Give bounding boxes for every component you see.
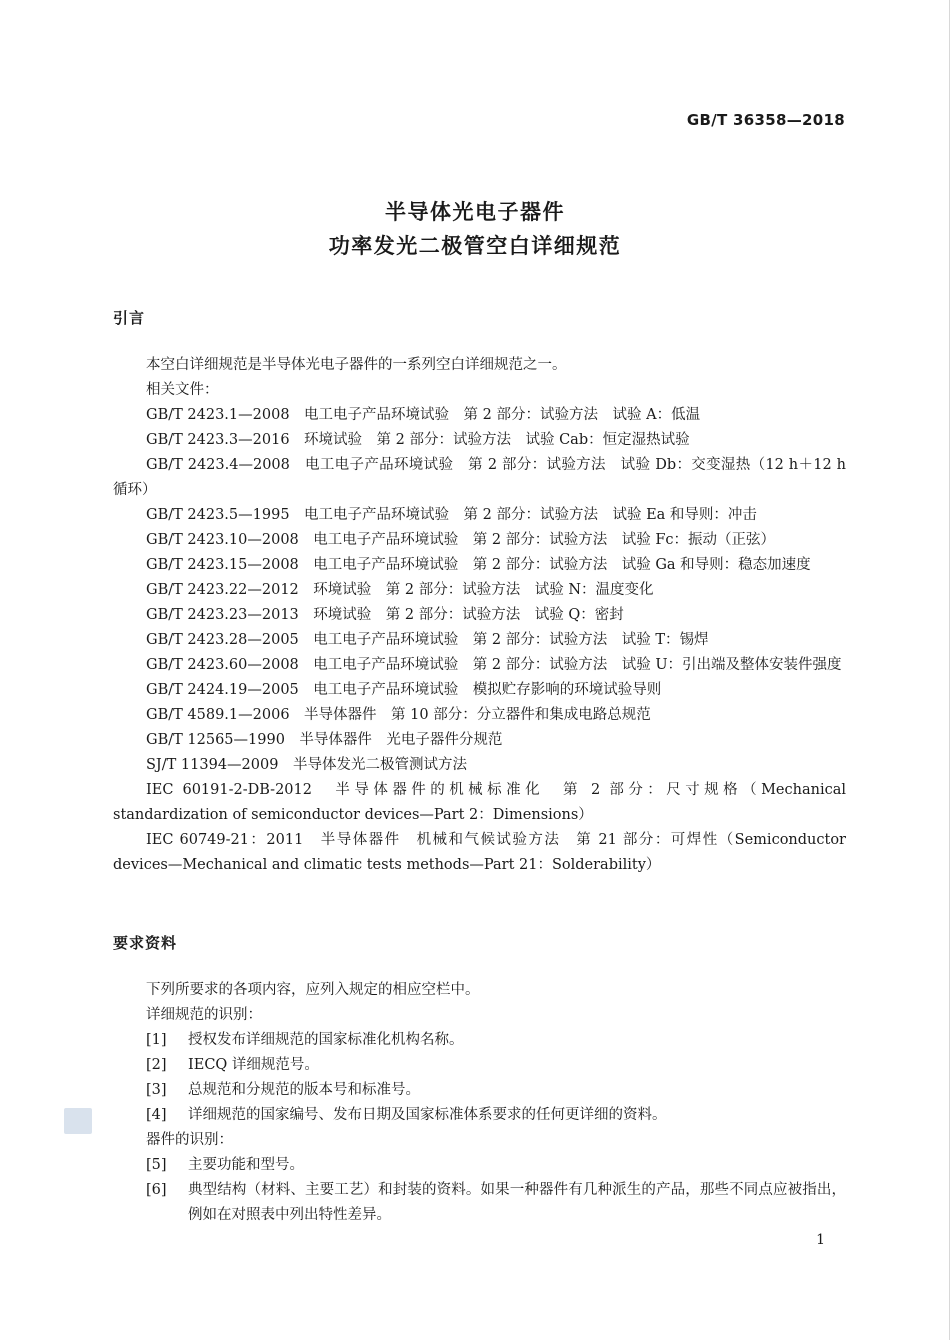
- spec-identification-label: 详细规范的识别：: [146, 1007, 262, 1023]
- reference-doc: GB/T 2423.10—2008 电工电子产品环境试验 第 2 部分：试验方法 试验 Fc：振动（正弦）: [146, 532, 775, 548]
- list-item: [113, 1078, 846, 1103]
- reference-doc: GB/T 2423.4—2008 电工电子产品环境试验 第 2 部分：试验方法 试验 Db：交变湿热（12 h＋12 h 循环）: [113, 457, 846, 498]
- reference-doc: IEC 60191-2-DB-2012 半导体器件的机械标准化 第 2 部分：尺寸规格（Mechanical standardization of semiconductor devices—Part 2：Dimensions）: [113, 782, 846, 823]
- scan-side-mark: [64, 1108, 92, 1134]
- reference-doc: GB/T 2423.22—2012 环境试验 第 2 部分：试验方法 试验 N：温度变化: [146, 582, 654, 598]
- reference-doc: IEC 60749-21：2011 半导体器件 机械和气候试验方法 第 21 部分：可焊性（Semiconductor devices—Mechanical and climatic tests methods—Part 21：Solderability）: [113, 832, 846, 873]
- item-number: [1]: [146, 1032, 167, 1048]
- item-number: [4]: [146, 1107, 167, 1123]
- item-number: [2]: [146, 1057, 167, 1073]
- introduction-heading: 引言: [113, 309, 146, 327]
- item-text: 授权发布详细规范的国家标准化机构名称。: [188, 1032, 464, 1048]
- related-docs-label: 相关文件：: [146, 382, 219, 398]
- item-number: [6]: [146, 1182, 167, 1198]
- item-text: 详细规范的国家编号、发布日期及国家标准体系要求的任何更详细的资料。: [188, 1107, 667, 1123]
- list-item: [113, 1028, 846, 1053]
- list-item: [113, 1153, 846, 1178]
- document-title-line2: 功率发光二极管空白详细规范: [328, 234, 622, 258]
- reference-doc: GB/T 4589.1—2006 半导体器件 第 10 部分：分立器件和集成电路总规范: [146, 707, 651, 723]
- introduction-body: [113, 353, 846, 878]
- item-number: [3]: [146, 1082, 167, 1098]
- reference-doc: GB/T 2423.1—2008 电工电子产品环境试验 第 2 部分：试验方法 试验 A：低温: [146, 407, 701, 423]
- requirements-body: [113, 978, 846, 1228]
- item-number: [5]: [146, 1157, 167, 1173]
- reference-doc: GB/T 2423.23—2013 环境试验 第 2 部分：试验方法 试验 Q：密封: [146, 607, 624, 623]
- standard-code: GB/T 36358—2018: [686, 111, 845, 129]
- reference-doc: SJ/T 11394—2009 半导体发光二极管测试方法: [146, 757, 467, 773]
- item-text: 典型结构（材料、主要工艺）和封装的资料。如果一种器件有几种派生的产品，那些不同点应被指出，例如在对照表中列出特性差异。: [188, 1182, 846, 1223]
- device-identification-label: 器件的识别：: [146, 1132, 233, 1148]
- reference-doc: GB/T 12565—1990 半导体器件 光电子器件分规范: [146, 732, 503, 748]
- requirements-intro: 下列所要求的各项内容，应列入规定的相应空栏中。: [146, 982, 480, 998]
- item-text: IECQ 详细规范号。: [188, 1057, 319, 1073]
- page-number: 1: [816, 1232, 825, 1248]
- reference-doc: GB/T 2424.19—2005 电工电子产品环境试验 模拟贮存影响的环境试验导则: [146, 682, 662, 698]
- item-text: 总规范和分规范的版本号和标准号。: [188, 1082, 420, 1098]
- requirements-heading: 要求资料: [113, 934, 178, 952]
- reference-doc: GB/T 2423.28—2005 电工电子产品环境试验 第 2 部分：试验方法 试验 T：锡焊: [146, 632, 709, 648]
- list-item: [113, 1053, 846, 1078]
- reference-doc: GB/T 2423.15—2008 电工电子产品环境试验 第 2 部分：试验方法 试验 Ga 和导则：稳态加速度: [146, 557, 811, 573]
- document-title-line1: 半导体光电子器件: [385, 200, 565, 224]
- item-text: 主要功能和型号。: [188, 1157, 304, 1173]
- reference-doc: GB/T 2423.60—2008 电工电子产品环境试验 第 2 部分：试验方法 试验 U：引出端及整体安装件强度: [146, 657, 842, 673]
- list-item: [113, 1178, 846, 1228]
- intro-paragraph: 本空白详细规范是半导体光电子器件的一系列空白详细规范之一。: [146, 357, 567, 373]
- reference-doc: GB/T 2423.3—2016 环境试验 第 2 部分：试验方法 试验 Cab：恒定湿热试验: [146, 432, 690, 448]
- list-item: [113, 1103, 846, 1128]
- reference-doc: GB/T 2423.5—1995 电工电子产品环境试验 第 2 部分：试验方法 试验 Ea 和导则：冲击: [146, 507, 757, 523]
